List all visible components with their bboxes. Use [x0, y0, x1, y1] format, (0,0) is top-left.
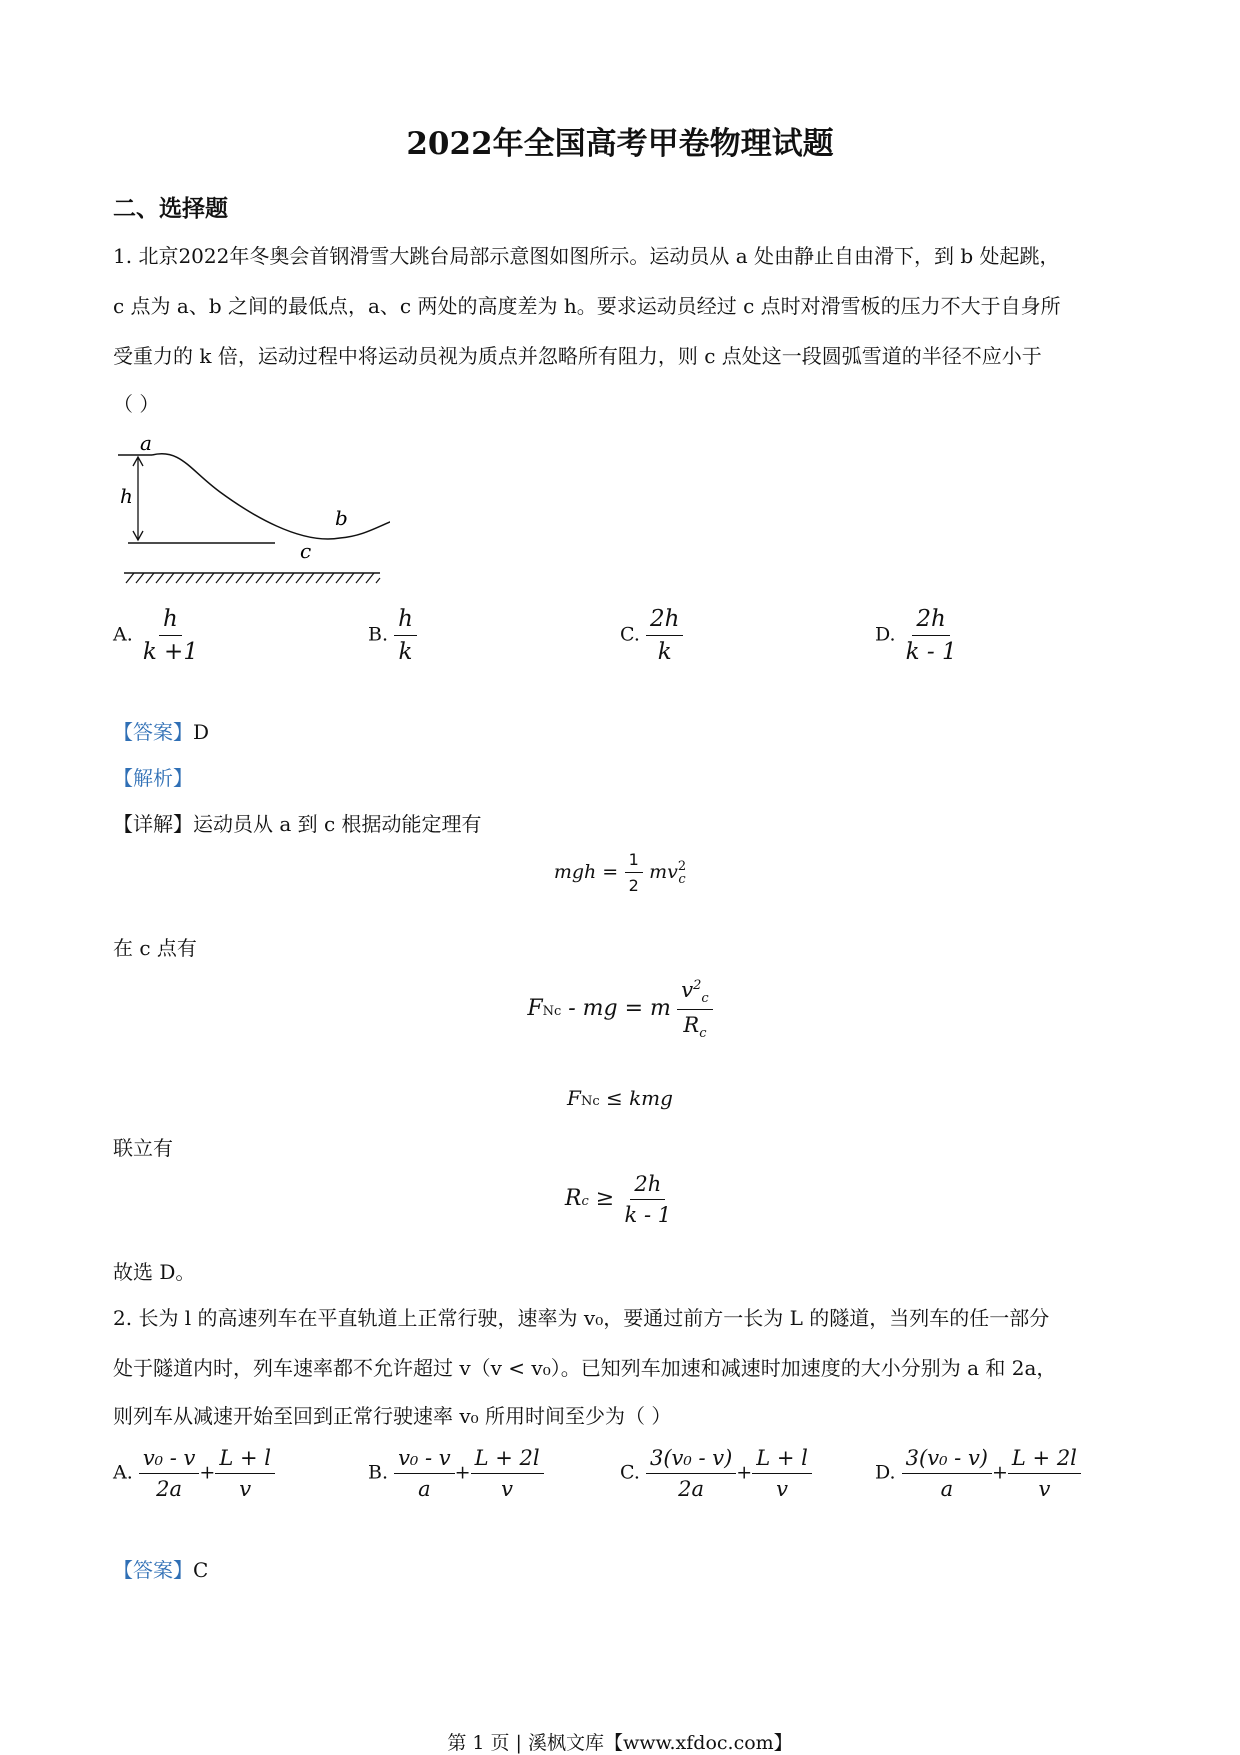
q1-line-1: 1. 北京2022年冬奥会首钢滑雪大跳台局部示意图如图所示。运动员从 a 处由静止自由滑下，到 b 处起跳，	[113, 244, 1060, 268]
label-c: c	[300, 539, 312, 563]
equation-inequality: FNc ≤ kmg	[567, 1086, 673, 1110]
ski-jump-figure	[110, 430, 390, 590]
q2-line-2: 处于隧道内时，列车速率都不允许超过 v（v < v₀）。已知列车加速和减速时加速度的大小分别为 a 和 2a，	[113, 1356, 1057, 1380]
label-a: a	[140, 431, 152, 455]
equation-energy: mgh = $\frac{1}{2}$ mv 2 c	[553, 850, 687, 895]
q1-option-c[interactable]: C. $\frac{2h}{k}$	[620, 606, 683, 665]
label-h: h	[120, 484, 133, 508]
equation-radius: Rc ≥ $\frac{2h}{k - 1}$	[564, 1172, 672, 1227]
q2-option-b[interactable]: B. $\frac{\text{v₀ - v}}{a}$ + $\frac{L + 2l}{v}$	[368, 1446, 544, 1501]
section-heading: 二、选择题	[113, 195, 228, 222]
q2-option-a[interactable]: A. $\frac{\text{v₀ - v}}{2a}$ + $\frac{L + l}{v}$	[113, 1446, 275, 1501]
q1-analysis-tag: 【解析】	[113, 766, 193, 790]
q2-line-1: 2. 长为 l 的高速列车在平直轨道上正常行驶，速率为 v₀，要通过前方一长为 L 的隧道，当列车的任一部分	[113, 1306, 1050, 1330]
page-footer: 第 1 页 | 溪枫文库【www.xfdoc.com】	[447, 1732, 793, 1754]
slope-curve	[152, 454, 390, 539]
q1-line-3: 受重力的 k 倍，运动过程中将运动员视为质点并忽略所有阻力，则 c 点处这一段圆弧雪道的半径不应小于	[113, 344, 1042, 368]
equation-force: FNc - mg = m $\frac{v^2_c}{R_c}$	[0, 978, 1240, 1041]
q1-answer: 【答案】D	[113, 720, 210, 744]
label-b: b	[335, 506, 348, 530]
q1-conclusion: 故选 D。	[113, 1260, 196, 1284]
q2-option-d[interactable]: D. $\frac{\text{3(v₀ - v)}}{a}$ + $\frac{L + 2l}{v}$	[875, 1446, 1081, 1501]
q1-text-at-c: 在 c 点有	[113, 936, 197, 960]
q1-detail: 【详解】运动员从 a 到 c 根据动能定理有	[113, 812, 482, 836]
q1-line-4: （ ）	[113, 392, 160, 416]
q1-option-d[interactable]: D. $\frac{2h}{k - 1}$	[875, 606, 957, 665]
q2-answer: 【答案】C	[113, 1558, 209, 1582]
q1-line-2: c 点为 a、b 之间的最低点，a、c 两处的高度差为 h。要求运动员经过 c 点时对滑雪板的压力不大于自身所	[113, 294, 1061, 318]
q1-option-b[interactable]: B. $\frac{h}{k}$	[368, 606, 417, 665]
q1-text-combine: 联立有	[113, 1136, 173, 1160]
q2-option-c[interactable]: C. $\frac{\text{3(v₀ - v)}}{2a}$ + $\frac{L + l}{v}$	[620, 1446, 812, 1501]
ground-hatching	[126, 573, 380, 583]
q1-option-a[interactable]: A. $\frac{h}{k +1}$	[113, 606, 198, 665]
page-title: 2022年全国高考甲卷物理试题	[406, 126, 834, 162]
q2-line-3: 则列车从减速开始至回到正常行驶速率 v₀ 所用时间至少为（ ）	[113, 1404, 672, 1428]
